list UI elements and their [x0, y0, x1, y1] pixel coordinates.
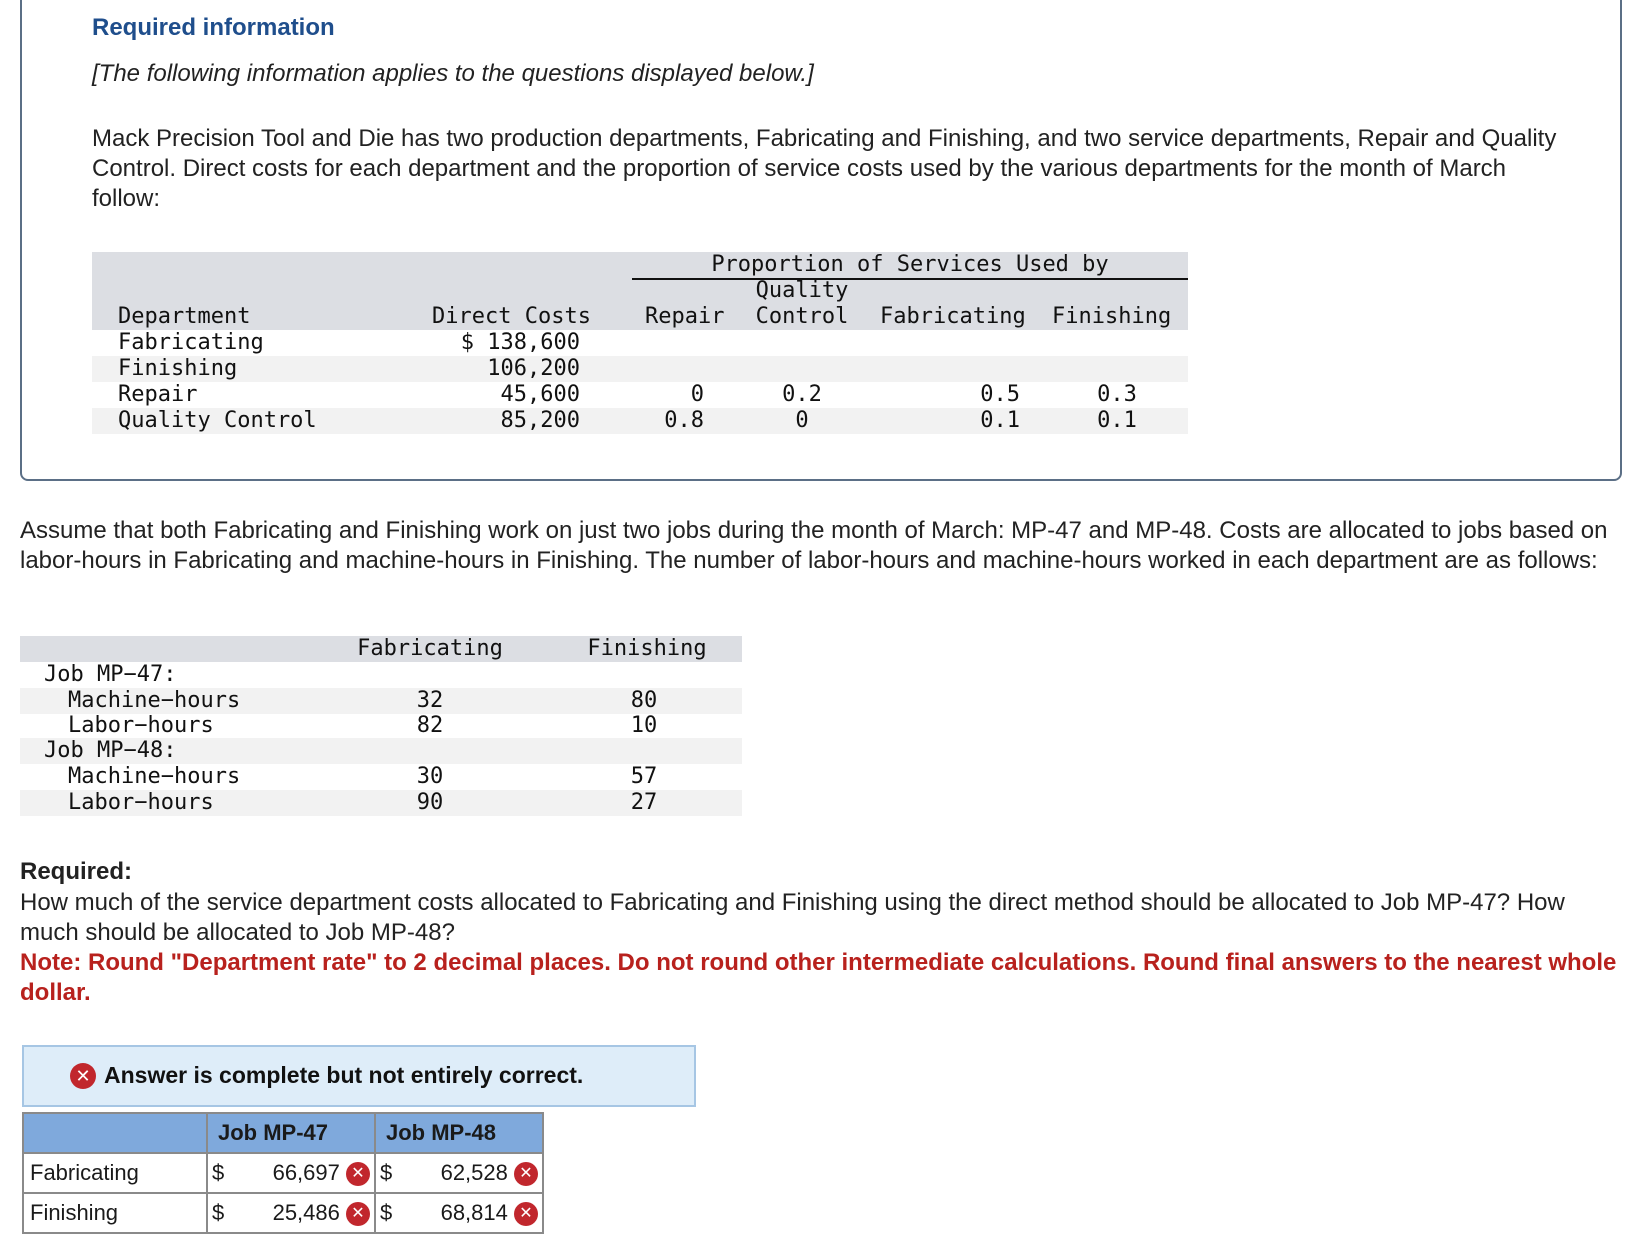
incorrect-icon: ✕: [514, 1162, 538, 1186]
col-finishing: Finishing: [1052, 304, 1172, 329]
dept-repair: Repair: [118, 382, 198, 407]
finishing-mp48-cell[interactable]: [398, 1193, 543, 1233]
row-label-fabricating: Fabricating: [23, 1153, 207, 1193]
mp48-machine-fin: 57: [630, 764, 658, 789]
currency-sign: $: [375, 1153, 398, 1193]
col-job-mp47: Job MP-47: [207, 1113, 375, 1153]
cost-quality-control: 85,200: [500, 408, 580, 433]
dept-quality-control: Quality Control: [118, 408, 317, 433]
mp47-machine-label: Machine−hours: [68, 688, 241, 713]
fabricating-mp47-input[interactable]: 66,697: [272, 1159, 340, 1185]
info-subtitle: [The following information applies to the questions displayed below.]: [92, 60, 814, 87]
required-label: Required:: [20, 858, 133, 885]
col-qc-line2: Control: [755, 304, 849, 329]
dept-finishing: Finishing: [118, 356, 238, 381]
finishing-mp47-input[interactable]: 25,486: [272, 1199, 340, 1225]
answer-header-row: [23, 1113, 543, 1153]
incorrect-icon: ✕: [70, 1063, 96, 1089]
incorrect-icon: ✕: [514, 1202, 538, 1226]
fabricating-mp47-cell[interactable]: [230, 1153, 375, 1193]
mp47-machine-fab: 32: [416, 688, 444, 713]
currency-sign: $: [207, 1193, 230, 1233]
col-fabricating: Fabricating: [880, 304, 1026, 329]
answer-row-finishing: [23, 1193, 543, 1233]
answer-row-fabricating: [23, 1153, 543, 1193]
mp48-labor-label: Labor−hours: [68, 790, 214, 815]
hours-col-finishing: Finishing: [587, 636, 707, 661]
mp48-labor-fin: 27: [630, 790, 658, 815]
incorrect-icon: ✕: [346, 1202, 370, 1226]
qc-qc: 0: [795, 408, 809, 433]
mp47-labor-label: Labor−hours: [68, 713, 214, 738]
repair-finishing: 0.3: [1097, 382, 1137, 407]
mp47-machine-fin: 80: [630, 688, 658, 713]
assume-paragraph: Assume that both Fabricating and Finishing work on just two jobs during the month of March: MP-47 and MP-48. Costs are allocated to jobs based on labor-hours in Fabricating and machine-hours in Finishing. The number of labor-hours and machine-hours worked in each department are as follows:: [20, 517, 1608, 574]
currency-sign: $: [375, 1193, 398, 1233]
col-direct-costs: Direct Costs: [432, 304, 591, 329]
repair-qc: 0.2: [782, 382, 822, 407]
qc-fabricating: 0.1: [980, 408, 1020, 433]
cost-finishing: 106,200: [487, 356, 580, 381]
required-text: How much of the service department costs allocated to Fabricating and Finishing using the direct method should be allocated to Job MP-47? How much should be allocated to Job MP-48?: [20, 889, 1565, 946]
mp47-labor-fin: 10: [630, 713, 658, 738]
proportion-header: Proportion of Services Used by: [711, 252, 1109, 277]
job-mp48-label: Job MP−48:: [44, 738, 177, 763]
repair-fabricating: 0.5: [980, 382, 1020, 407]
fabricating-mp48-input[interactable]: 62,528: [440, 1159, 508, 1185]
mp47-labor-fab: 82: [416, 713, 444, 738]
col-repair: Repair: [645, 304, 725, 329]
answer-header-blank: [23, 1113, 207, 1153]
col-department: Department: [118, 304, 251, 329]
qc-repair: 0.8: [664, 408, 704, 433]
job-mp47-label: Job MP−47:: [44, 662, 177, 687]
incorrect-icon: ✕: [346, 1162, 370, 1186]
mp48-labor-fab: 90: [416, 790, 444, 815]
fabricating-mp48-cell[interactable]: [398, 1153, 543, 1193]
mp48-machine-label: Machine−hours: [68, 764, 241, 789]
col-job-mp48: Job MP-48: [375, 1113, 543, 1153]
answer-table: [22, 1112, 544, 1234]
currency-sign: $: [207, 1153, 230, 1193]
info-paragraph: Mack Precision Tool and Die has two production departments, Fabricating and Finishing, and two service departments, Repair and Quality Control. Direct costs for each department and the proportion of service costs used by the various departments for the month of March follow:: [92, 125, 1557, 212]
cost-fabricating: $ 138,600: [460, 330, 580, 355]
dept-fabricating: Fabricating: [118, 330, 264, 355]
info-title: Required information: [92, 14, 335, 41]
col-qc-line1: Quality: [755, 278, 849, 303]
rounding-note: Note: Round "Department rate" to 2 decimal places. Do not round other intermediate calculations. Round final answers to the nearest whole dollar.: [20, 949, 1617, 1006]
repair-repair: 0: [690, 382, 704, 407]
answer-status-text: Answer is complete but not entirely correct.: [104, 1062, 584, 1088]
mp48-machine-fab: 30: [416, 764, 444, 789]
hours-col-fabricating: Fabricating: [357, 636, 503, 661]
qc-finishing: 0.1: [1097, 408, 1137, 433]
finishing-mp48-input[interactable]: 68,814: [440, 1199, 508, 1225]
cost-repair: 45,600: [500, 382, 580, 407]
finishing-mp47-cell[interactable]: [230, 1193, 375, 1233]
answer-status-banner: [22, 1045, 696, 1107]
row-label-finishing: Finishing: [23, 1193, 207, 1233]
